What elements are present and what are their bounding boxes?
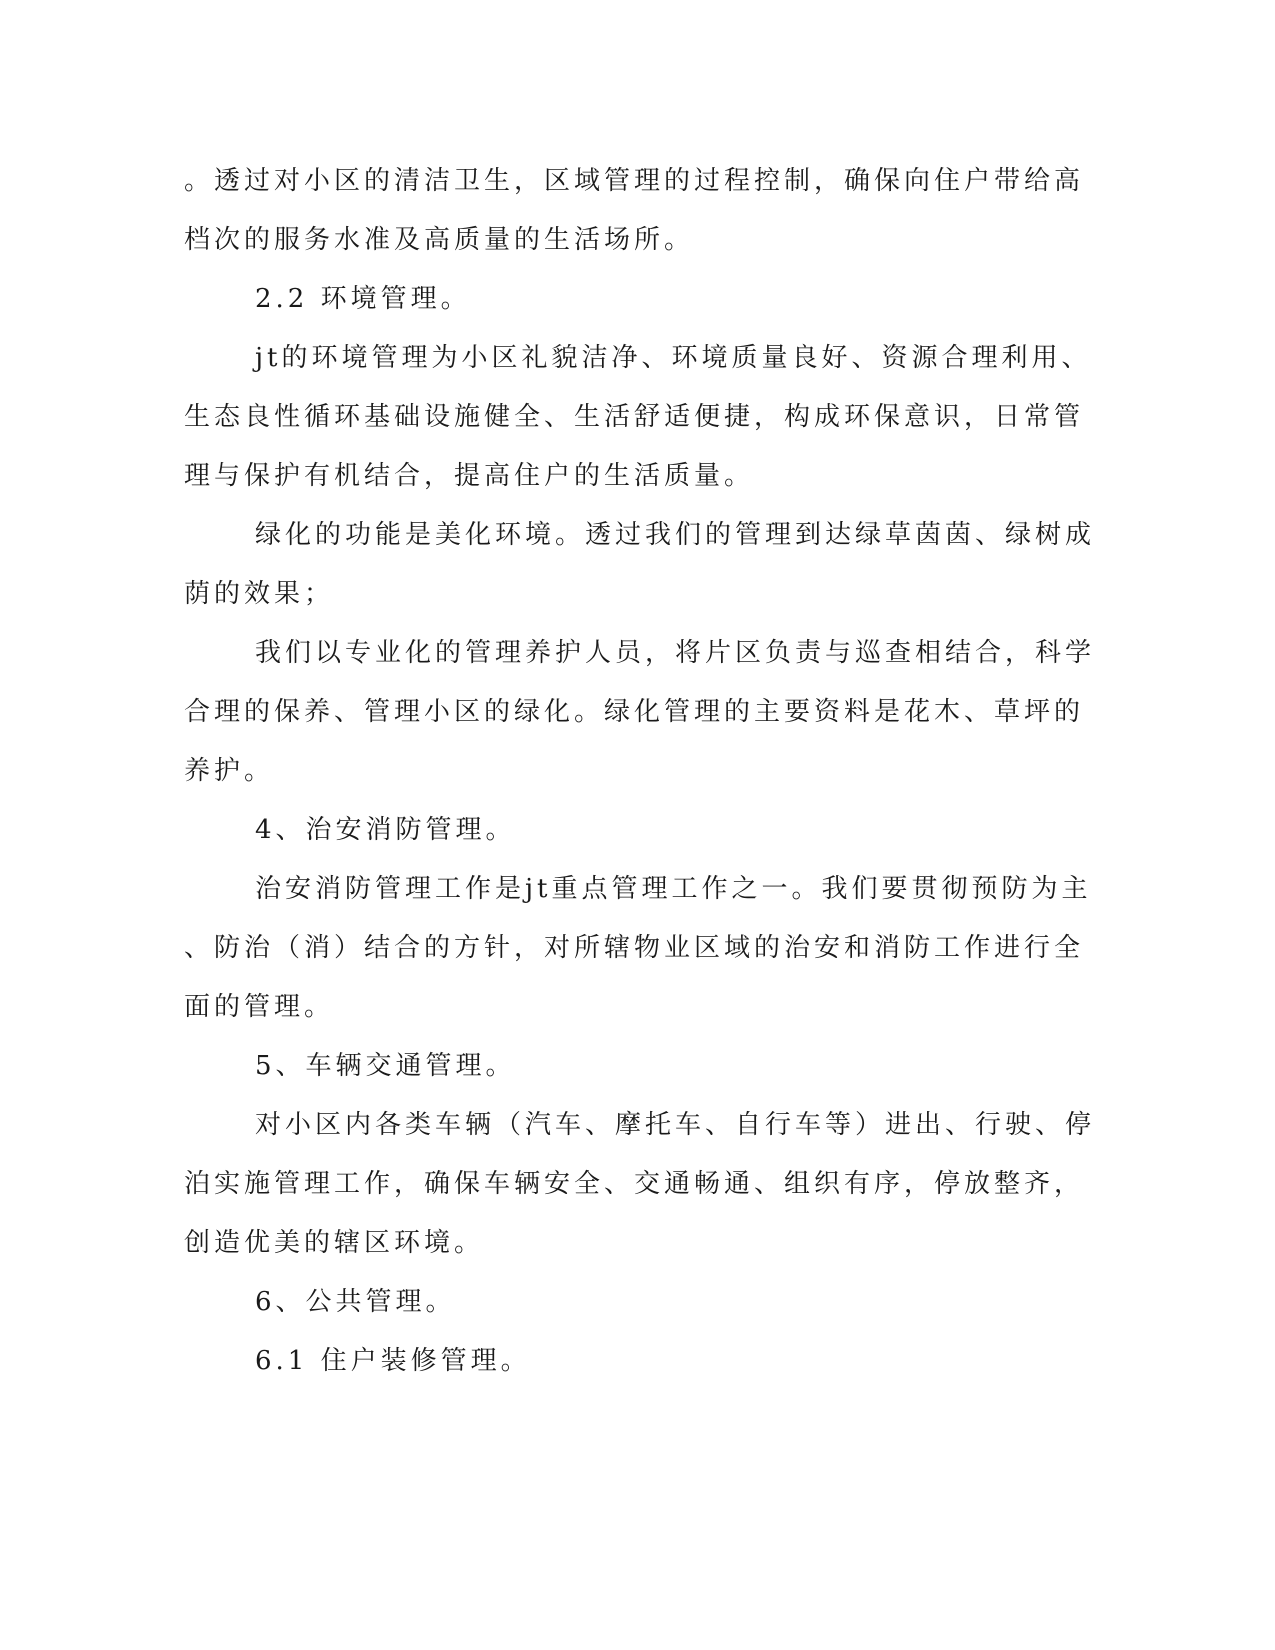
paragraph-line: 绿化的功能是美化环境。透过我们的管理到达绿草茵茵、绿树成 [255, 520, 1096, 550]
section-heading: 2.2 环境管理。 [255, 284, 471, 314]
section-heading: 6、公共管理。 [255, 1287, 456, 1317]
paragraph-line: 理与保护有机结合，提高住户的生活质量。 [184, 461, 755, 491]
paragraph-line: 合理的保养、管理小区的绿化。绿化管理的主要资料是花木、草坪的 [184, 697, 1085, 727]
paragraph-line: 生态良性循环基础设施健全、生活舒适便捷，构成环保意识，日常管 [184, 402, 1085, 432]
section-heading: 4、治安消防管理。 [255, 815, 516, 845]
paragraph-line: 对小区内各类车辆（汽车、摩托车、自行车等）进出、行驶、停 [255, 1110, 1096, 1140]
paragraph-line: 泊实施管理工作，确保车辆安全、交通畅通、组织有序，停放整齐， [184, 1169, 1085, 1199]
paragraph-line: 面的管理。 [184, 992, 335, 1022]
section-heading: 6.1 住户装修管理。 [255, 1346, 531, 1376]
paragraph-line: 荫的效果； [184, 579, 335, 609]
section-heading: 5、车辆交通管理。 [255, 1051, 516, 1081]
paragraph-line: 我们以专业化的管理养护人员，将片区负责与巡查相结合，科学 [255, 638, 1096, 668]
paragraph-line: 创造优美的辖区环境。 [184, 1228, 485, 1258]
paragraph-line: jt的环境管理为小区礼貌洁净、环境质量良好、资源合理利用、 [255, 343, 1092, 373]
paragraph-line: 养护。 [184, 756, 275, 786]
paragraph-line: 、防治（消）结合的方针，对所辖物业区域的治安和消防工作进行全 [184, 933, 1085, 963]
paragraph-line: 治安消防管理工作是jt重点管理工作之一。我们要贯彻预防为主 [255, 874, 1092, 904]
paragraph-line: 档次的服务水准及高质量的生活场所。 [184, 225, 695, 255]
paragraph-line: 。透过对小区的清洁卫生，区域管理的过程控制，确保向住户带给高 [184, 166, 1085, 196]
